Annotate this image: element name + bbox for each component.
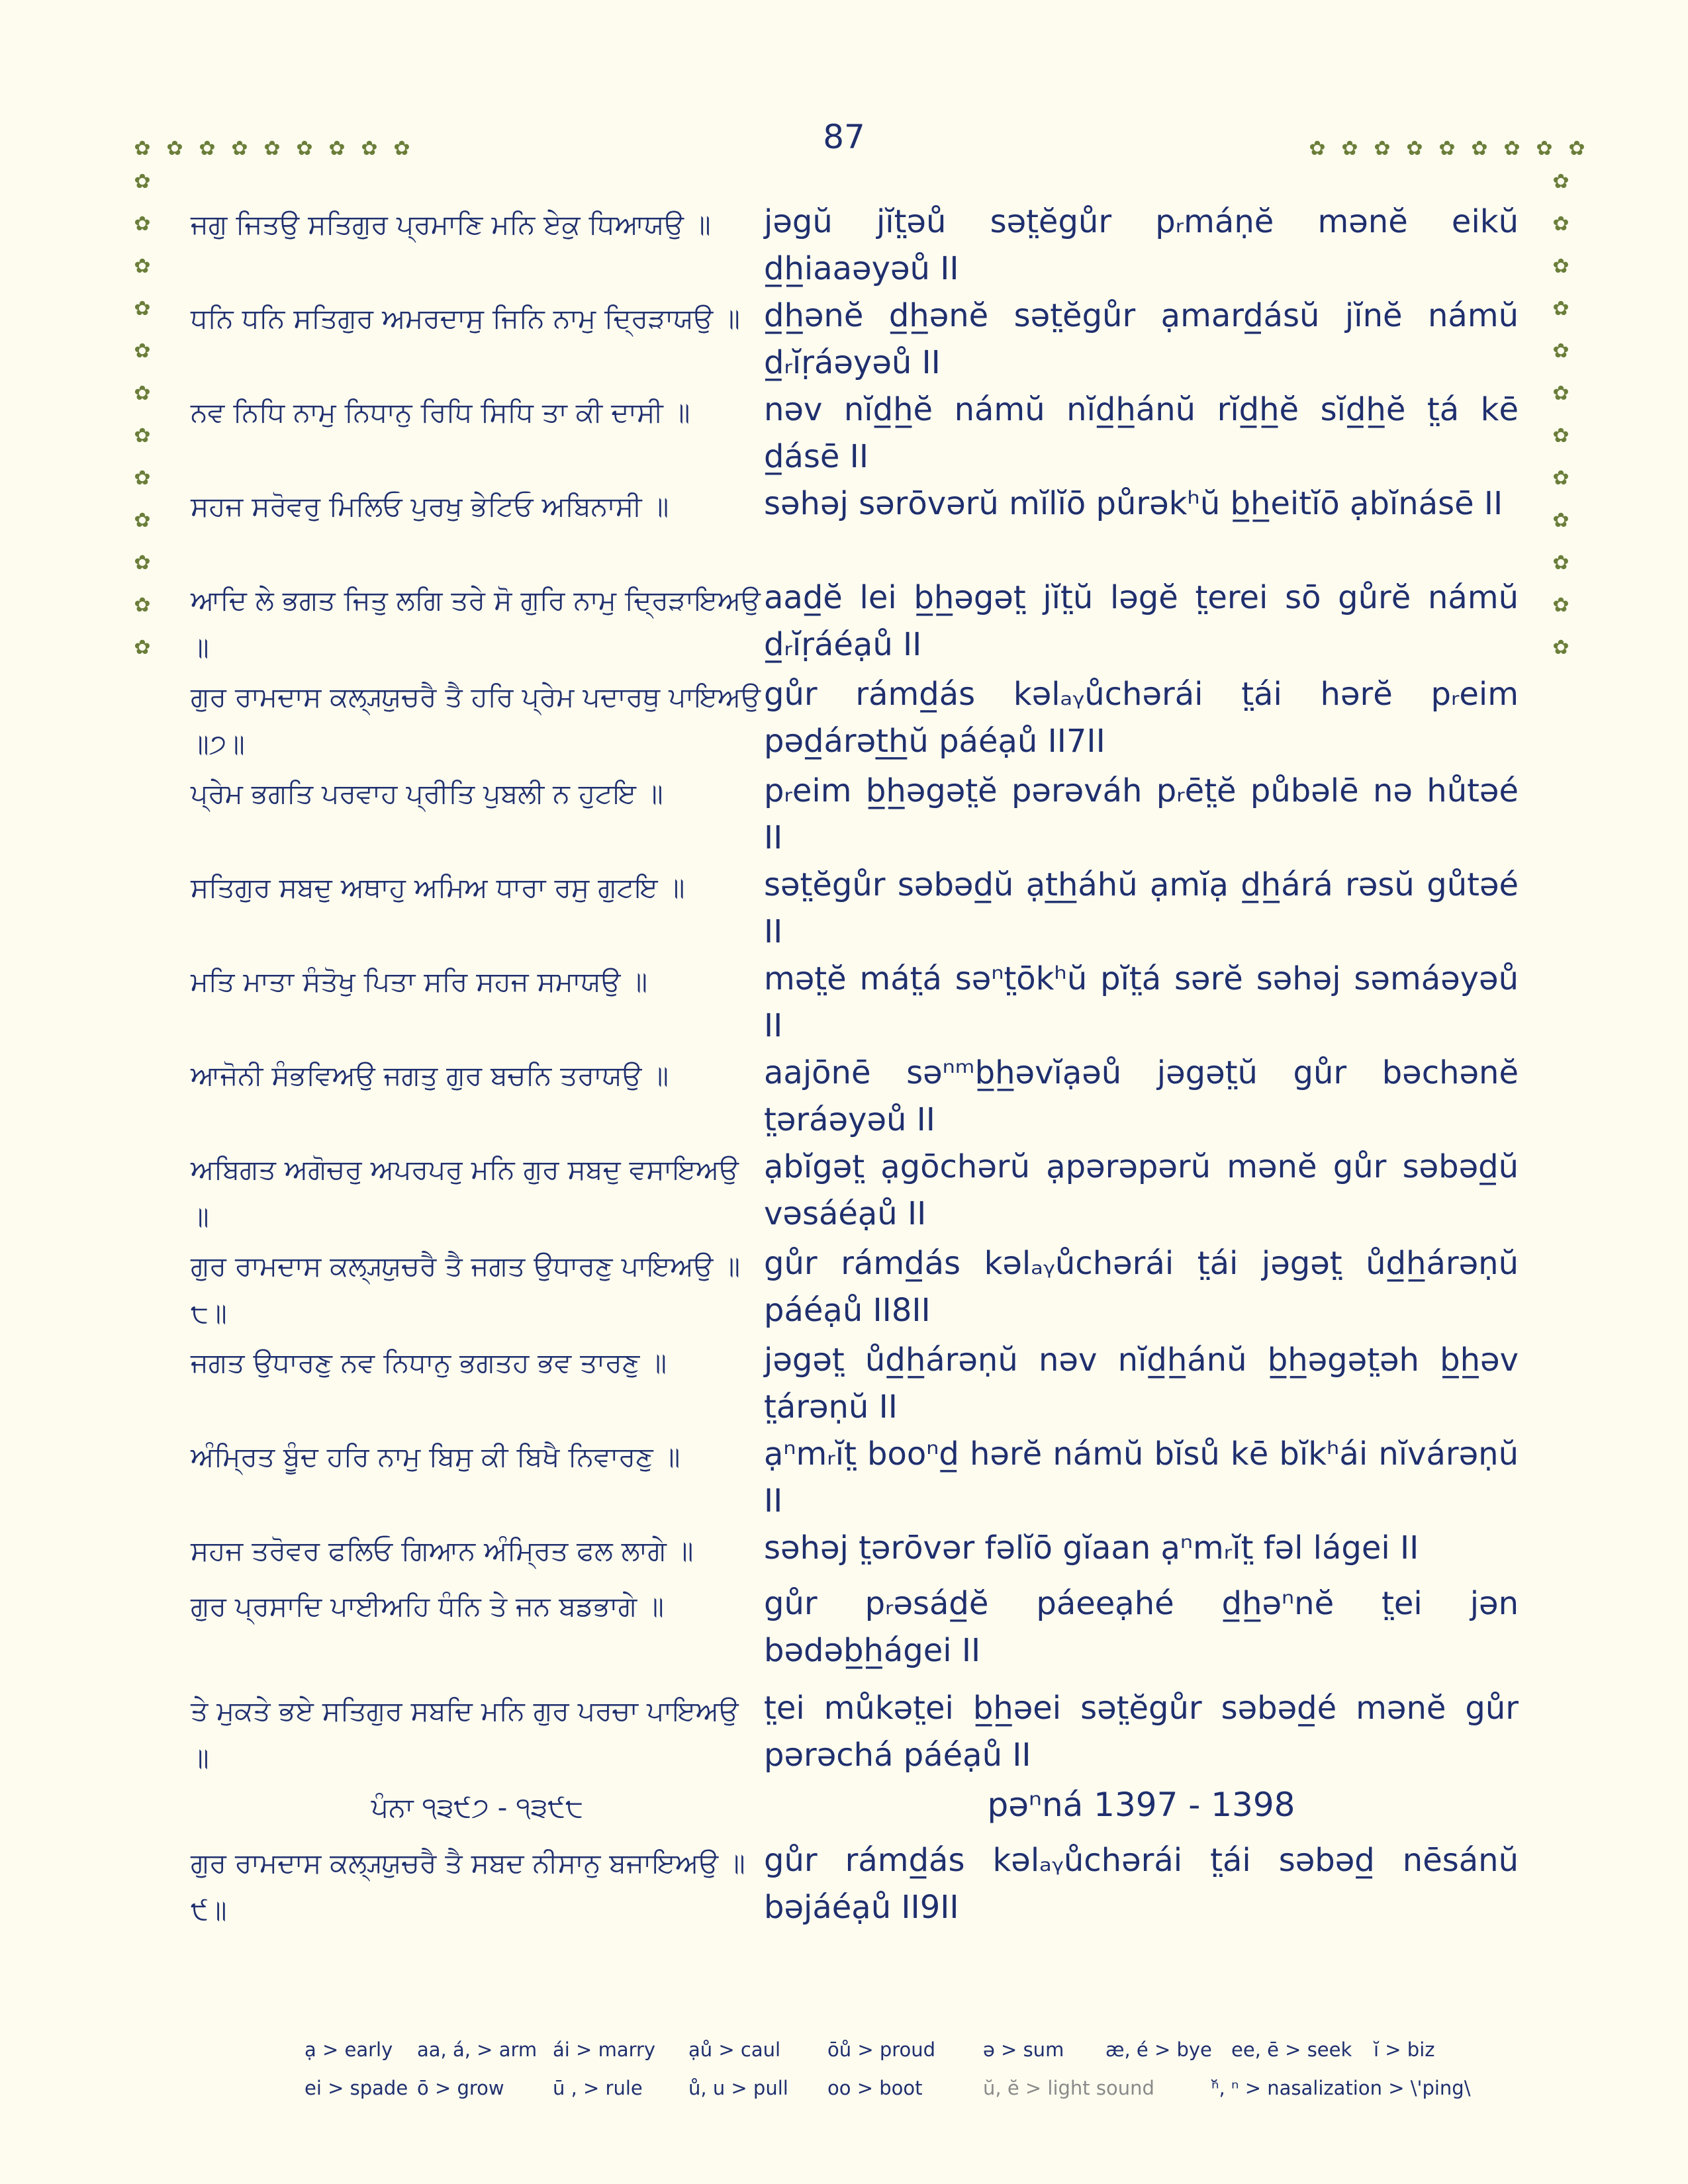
page-number: 87 (823, 118, 865, 156)
verse-row (191, 671, 1521, 768)
flower-ornament-icon: ✿ (1568, 137, 1585, 160)
flower-ornament-icon: ✿ (1552, 509, 1570, 532)
legend-item: ạů > caul (688, 2038, 781, 2061)
flower-ornament-icon: ✿ (1552, 636, 1570, 659)
gurmukhi-text: ਆਦਿ ਲੇ ਭਗਤ ਜਿਤੁ ਲਗਿ ਤਰੇ ਸੋ ਗੁਰਿ ਨਾਮੁ ਦ੍ਰਿੜਾਇਅਉ ॥ (191, 584, 761, 663)
legend-item: ei > spade (305, 2077, 408, 2099)
gurmukhi-text: ਗੁਰ ਪ੍ਰਸਾਦਿ ਪਾਈਅਹਿ ਧੰਨਿ ਤੇ ਜਨ ਬਡਭਾਗੇ ॥ (191, 1590, 664, 1622)
transliteration-text: ạⁿmᵣĭt̤ booⁿd̲ hərĕ námŭ bĭsů kē bĭkʰái nĭvárəṇŭ II (764, 1435, 1519, 1520)
flower-ornament-icon: ✿ (1552, 594, 1570, 617)
flower-ornament-icon: ✿ (134, 594, 151, 617)
transliteration-text: gůr rámd̲ás kəlₐᵧůchərái t̤ái jəgət̤ ůd̲h̲árəṇŭ páéạů II8II (764, 1245, 1519, 1329)
flower-ornament-icon: ✿ (263, 137, 281, 160)
flower-ornament-icon: ✿ (134, 424, 151, 447)
verse-row (191, 862, 1521, 956)
verse-row (191, 1144, 1521, 1240)
flower-ornament-icon: ✿ (134, 340, 151, 363)
legend-item: oo > boot (827, 2077, 923, 2099)
legend-item: ⁿ̆, ⁿ > nasalization > \'ping\ (1211, 2077, 1471, 2099)
legend-item: ái > marry (553, 2038, 656, 2061)
flower-ornament-icon: ✿ (134, 551, 151, 574)
pronunciation-legend (305, 2038, 1496, 2115)
flower-ornament-icon: ✿ (1341, 137, 1358, 160)
gurmukhi-text: ਸਹਜ ਤਰੋਵਰ ਫਲਿਓ ਗਿਆਨ ਅੰਮ੍ਰਿਤ ਫਲ ਲਾਗੇ ॥ (191, 1535, 694, 1567)
transliteration-text: aajōnē səⁿᵐb̲h̲əvĭạəů jəgət̤ŭ gůr bəchənĕ t̤əráəyəů II (764, 1054, 1519, 1138)
verse-row (191, 574, 1521, 671)
gurmukhi-text: ਅਬਿਗਤ ਅਗੋਚਰੁ ਅਪਰਪਰੁ ਮਨਿ ਗੁਰ ਸਬਦੁ ਵਸਾਇਅਉ ॥ (191, 1154, 739, 1232)
verse-row (191, 1431, 1521, 1525)
flower-ornament-icon: ✿ (1552, 382, 1570, 405)
gurmukhi-text: ਗੁਰ ਰਾਮਦਾਸ ਕਲ੍ਯ੍ਯੁਚਰੈ ਤੈ ਜਗਤ ਉਧਾਰਣੁ ਪਾਇਅਉ ॥੮॥ (191, 1250, 740, 1329)
flower-ornament-icon: ✿ (1552, 424, 1570, 447)
gurmukhi-text: ਅੰਮ੍ਰਿਤ ਬੂੰਦ ਹਰਿ ਨਾਮੁ ਬਿਸੁ ਕੀ ਬਿਖੈ ਨਿਵਾਰਣੁ ॥ (191, 1441, 680, 1473)
flower-ornament-icon: ✿ (1406, 137, 1423, 160)
legend-item: ə > sum (983, 2038, 1064, 2061)
transliteration-text: t̤ei můkət̤ei b̲h̲əei sət̤ĕgůr səbəd̲é mənĕ gůr pərəchá páéạů II (764, 1690, 1519, 1774)
flower-ornament-icon: ✿ (199, 137, 216, 160)
page-reference-row (191, 1782, 1521, 1837)
flower-ornament-icon: ✿ (1552, 212, 1570, 236)
transliteration-text: jəgət̤ ůd̲h̲árəṇŭ nəv nĭd̲h̲ánŭ b̲h̲əgət̤əh b̲h̲əv t̤árəṇŭ II (764, 1342, 1519, 1426)
flower-ornament-icon: ✿ (1552, 170, 1570, 193)
verse-row (191, 480, 1521, 574)
verse-row (191, 768, 1521, 862)
gurmukhi-text: ਗੁਰ ਰਾਮਦਾਸ ਕਲ੍ਯ੍ਯੁਚਰੈ ਤੈ ਸਬਦ ਨੀਸਾਨੁ ਬਜਾਇਅਉ ॥੯॥ (191, 1847, 745, 1926)
gurmukhi-text: ਜਗੁ ਜਿਤਉ ਸਤਿਗੁਰ ਪ੍ਰਮਾਣਿ ਮਨਿ ਏਕੁ ਧਿਆਯਉ ॥ (191, 208, 711, 240)
gurmukhi-text: ਆਜੋਨੀ ਸੰਭਵਿਅਉ ਜਗਤੁ ਗੁਰ ਬਚਨਿ ਤਰਾਯਉ ॥ (191, 1060, 669, 1091)
legend-item: æ, é > bye (1105, 2038, 1212, 2061)
gurmukhi-text: ਜਗਤ ਉਧਾਰਣੁ ਨਵ ਨਿਧਾਨੁ ਭਗਤਹ ਭਵ ਤਾਰਣੁ ॥ (191, 1347, 667, 1379)
gurmukhi-text: ਤੇ ਮੁਕਤੇ ਭਏ ਸਤਿਗੁਰ ਸਬਦਿ ਮਨਿ ਗੁਰ ਪਰਚਾ ਪਾਇਅਉ ॥ (191, 1695, 739, 1774)
verse-row (191, 1337, 1521, 1431)
gurmukhi-text: ਧਨਿ ਧਨਿ ਸਤਿਗੁਰ ਅਮਰਦਾਸੁ ਜਿਨਿ ਨਾਮੁ ਦ੍ਰਿੜਾਯਉ ॥ (191, 302, 740, 334)
transliteration-text: mət̤ĕ mát̤á səⁿt̤ōkʰŭ pĭt̤á sərĕ səhəj səmáəyəů II (764, 960, 1519, 1044)
flower-ornament-icon: ✿ (1309, 137, 1326, 160)
legend-item: ĭ > biz (1374, 2038, 1435, 2061)
legend-item: ŭ, ĕ > light sound (983, 2077, 1154, 2099)
page-reference-gurmukhi: ਪੰਨਾ ੧੩੯੭ - ੧੩੯੮ (371, 1792, 584, 1823)
flower-ornament-icon: ✿ (134, 297, 151, 320)
gurmukhi-text: ਨਵ ਨਿਧਿ ਨਾਮੁ ਨਿਧਾਨੁ ਰਿਧਿ ਸਿਧਿ ਤਾ ਕੀ ਦਾਸੀ ॥ (191, 396, 690, 428)
legend-item: ū , > rule (553, 2077, 643, 2099)
verse-row (191, 1685, 1521, 1782)
flower-ornament-icon: ✿ (393, 137, 410, 160)
flower-ornament-icon: ✿ (1438, 137, 1456, 160)
flower-ornament-icon: ✿ (361, 137, 378, 160)
legend-item: ee, ē > seek (1231, 2038, 1352, 2061)
transliteration-text: pᵣeim b̲h̲əgət̤ĕ pərəváh pᵣēt̤ĕ půbəlē nə hůtəé II (764, 772, 1519, 856)
verse-row (191, 1525, 1521, 1580)
gurmukhi-text: ਗੁਰ ਰਾਮਦਾਸ ਕਲ੍ਯ੍ਯੁਚਰੈ ਤੈ ਹਰਿ ਪ੍ਰੇਮ ਪਦਾਰਥੁ ਪਾਇਅਉ ॥੭॥ (191, 681, 761, 760)
gurmukhi-text: ਪ੍ਰੇਮ ਭਗਤਿ ਪਰਵਾਹ ਪ੍ਰੀਤਿ ਪੁਬਲੀ ਨ ਹੁਟਇ ॥ (191, 778, 663, 809)
flower-ornament-icon: ✿ (134, 255, 151, 278)
legend-item: ů, u > pull (688, 2077, 788, 2099)
legend-row (305, 2077, 1496, 2115)
transliteration-text: jəgŭ jĭt̤əů sət̤ĕgůr pᵣmáṇĕ mənĕ eikŭ d̲h̲iaaəyəů II (764, 203, 1519, 287)
flower-ornament-icon: ✿ (1503, 137, 1521, 160)
flower-ornament-icon: ✿ (166, 137, 183, 160)
flower-ornament-icon: ✿ (134, 170, 151, 193)
flower-ornament-icon: ✿ (1552, 340, 1570, 363)
verse-row (191, 293, 1521, 387)
legend-item: ō > grow (417, 2077, 504, 2099)
verse-row (191, 387, 1521, 480)
verse-row (191, 199, 1521, 293)
flower-ornament-icon: ✿ (134, 137, 151, 160)
transliteration-text: sət̤ĕgůr səbəd̲ŭ ạt̲h̲áhŭ ạmĭạ d̲h̲árá rəsŭ gůtəé II (764, 866, 1519, 950)
transliteration-text: səhəj t̤ərōvər fəlĭō gĭaan ạⁿmᵣĭt̤ fəl lágei II (764, 1529, 1419, 1567)
verse-row (191, 1837, 1521, 1934)
transliteration-text: ạbĭgət̤ ạgōchərŭ ạpərəpərŭ mənĕ gůr səbəd̲ŭ vəsáéạů II (764, 1148, 1519, 1232)
flower-ornament-icon: ✿ (1552, 297, 1570, 320)
verse-row (191, 1240, 1521, 1337)
legend-row (305, 2038, 1496, 2077)
transliteration-text: d̲h̲ənĕ d̲h̲ənĕ sət̤ĕgůr ạmard̲ásŭ jĭnĕ námŭ d̲ᵣĭṛáəyəů II (764, 297, 1519, 381)
flower-ornament-icon: ✿ (1536, 137, 1553, 160)
gurmukhi-text: ਸਹਜ ਸਰੋਵਰੁ ਮਿਲਿਓ ਪੁਰਖੁ ਭੇਟਿਓ ਅਬਿਨਾਸੀ ॥ (191, 490, 669, 522)
transliteration-text: nəv nĭd̲h̲ĕ námŭ nĭd̲h̲ánŭ rĭd̲h̲ĕ sĭd̲h̲ĕ t̤á kē d̲ásē II (764, 391, 1519, 475)
legend-item: aa, á, > arm (417, 2038, 538, 2061)
transliteration-text: aad̲ĕ lei b̲h̲əgət̤ jĭt̤ŭ ləgĕ t̤erei sō gůrĕ námŭ d̲ᵣĭṛáéạů II (764, 579, 1519, 663)
legend-item: ạ > early (305, 2038, 393, 2061)
verse-table (191, 199, 1521, 1934)
transliteration-text: gůr pᵣəsád̲ĕ páeeạhé d̲h̲əⁿnĕ t̤ei jən bədəb̲h̲ágei II (764, 1585, 1519, 1669)
flower-ornament-icon: ✿ (134, 467, 151, 490)
flower-ornament-icon: ✿ (134, 509, 151, 532)
page-reference-translit: pəⁿná 1397 - 1398 (987, 1786, 1295, 1824)
flower-ornament-icon: ✿ (231, 137, 248, 160)
transliteration-text: səhəj sərōvərŭ mĭlĭō půrəkʰŭ b̲h̲eitĭō ạbĭnásē II (764, 485, 1503, 522)
transliteration-text: gůr rámd̲ás kəlₐᵧůchərái t̤ái səbəd̲ nēsánŭ bəjáéạů II9II (764, 1842, 1519, 1926)
flower-ornament-icon: ✿ (134, 636, 151, 659)
flower-ornament-icon: ✿ (1552, 551, 1570, 574)
gurmukhi-text: ਸਤਿਗੁਰ ਸਬਦੁ ਅਥਾਹੁ ਅਮਿਅ ਧਾਰਾ ਰਸੁ ਗੁਟਇ ॥ (191, 872, 685, 903)
transliteration-text: gůr rámd̲ás kəlₐᵧůchərái t̤ái hərĕ pᵣeim pəd̲árət̲h̲ŭ páéạů II7II (764, 676, 1519, 760)
verse-row (191, 956, 1521, 1050)
flower-ornament-icon: ✿ (328, 137, 346, 160)
flower-ornament-icon: ✿ (1552, 467, 1570, 490)
verse-row (191, 1050, 1521, 1144)
flower-ornament-icon: ✿ (1552, 255, 1570, 278)
flower-ornament-icon: ✿ (1374, 137, 1391, 160)
legend-item: ōů > proud (827, 2038, 936, 2061)
flower-ornament-icon: ✿ (1471, 137, 1488, 160)
flower-ornament-icon: ✿ (134, 382, 151, 405)
flower-ornament-icon: ✿ (134, 212, 151, 236)
gurmukhi-text: ਮਤਿ ਮਾਤਾ ਸੰਤੋਖੁ ਪਿਤਾ ਸਰਿ ਸਹਜ ਸਮਾਯਉ ॥ (191, 966, 648, 997)
verse-row (191, 1580, 1521, 1685)
flower-ornament-icon: ✿ (296, 137, 313, 160)
